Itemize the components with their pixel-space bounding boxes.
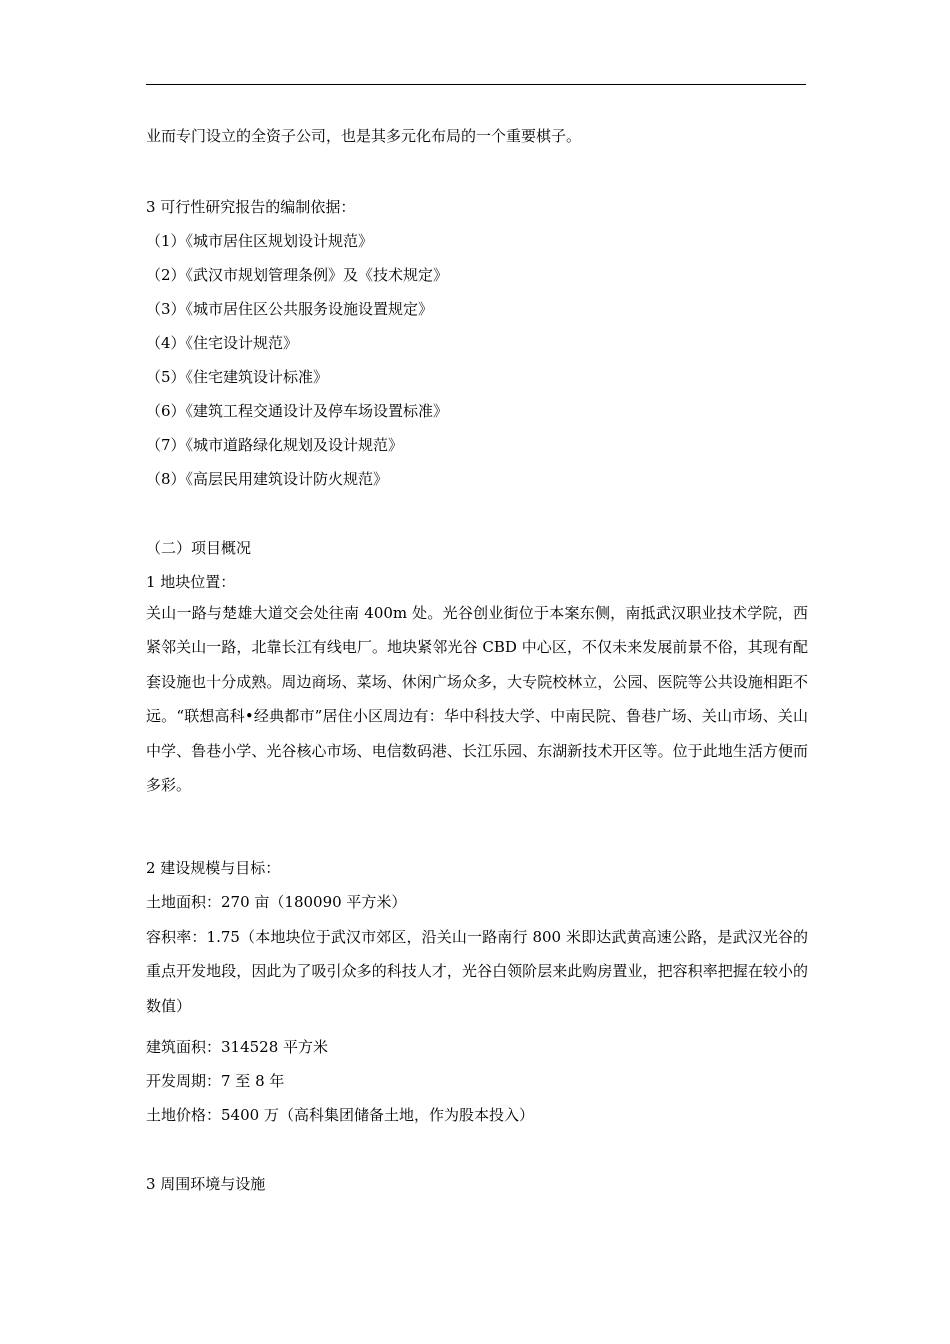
basis-item: （4）《住宅设计规范》 (146, 334, 299, 352)
basis-item: （7）《城市道路绿化规划及设计规范》 (146, 436, 404, 454)
location-heading: 1 地块位置： (146, 573, 236, 591)
environment-heading: 3 周围环境与设施 (146, 1175, 266, 1193)
basis-item: （8）《高层民用建筑设计防火规范》 (146, 470, 389, 488)
basis-heading: 3 可行性研究报告的编制依据： (146, 198, 356, 216)
location-paragraph: 关山一路与楚雄大道交会处往南 400m 处。光谷创业街位于本案东侧，南抵武汉职业技术学院，西紧邻关山一路，北靠长江有线电厂。地块紧邻光谷 CBD 中心区，不仅未来发展前景不俗，其现有配套设施也十分成熟。周边商场、菜场、休闲广场众多，大专院校林立，公园、医院等公共设施相距不远。“联想高科•经典都市”居住小区周边有：华中科技大学、中南民院、鲁巷广场、关山市场、关山中学、鲁巷小学、光谷核心市场、电信数码港、长江乐园、东湖新技术开区等。位于此地生活方便而多彩。 (146, 604, 808, 795)
intro-text: 业而专门设立的全资子公司，也是其多元化布局的一个重要棋子。 (146, 127, 582, 145)
basis-item: （2）《武汉市规划管理条例》及《技术规定》 (146, 266, 449, 284)
building-area: 建筑面积：314528 平方米 (146, 1038, 329, 1056)
plot-ratio-paragraph: 容积率：1.75（本地块位于武汉市郊区，沿关山一路南行 800 米即达武黄高速公路，是武汉光谷的重点开发地段，因此为了吸引众多的科技人才，光谷白领阶层来此购房置业，把容积率把握在较小的数值） (146, 928, 808, 1015)
land-area: 土地面积：270 亩（180090 平方米） (146, 893, 407, 911)
basis-item: （6）《建筑工程交通设计及停车场设置标准》 (146, 402, 449, 420)
header-rule (146, 84, 806, 85)
basis-item: （3）《城市居住区公共服务设施设置规定》 (146, 300, 434, 318)
land-price: 土地价格：5400 万（高科集团储备土地，作为股本投入） (146, 1106, 534, 1124)
scale-heading: 2 建设规模与目标： (146, 859, 281, 877)
section-heading: （二）项目概况 (146, 539, 252, 557)
development-period: 开发周期：7 至 8 年 (146, 1072, 285, 1090)
basis-item: （1）《城市居住区规划设计规范》 (146, 232, 374, 250)
basis-item: （5）《住宅建筑设计标准》 (146, 368, 329, 386)
